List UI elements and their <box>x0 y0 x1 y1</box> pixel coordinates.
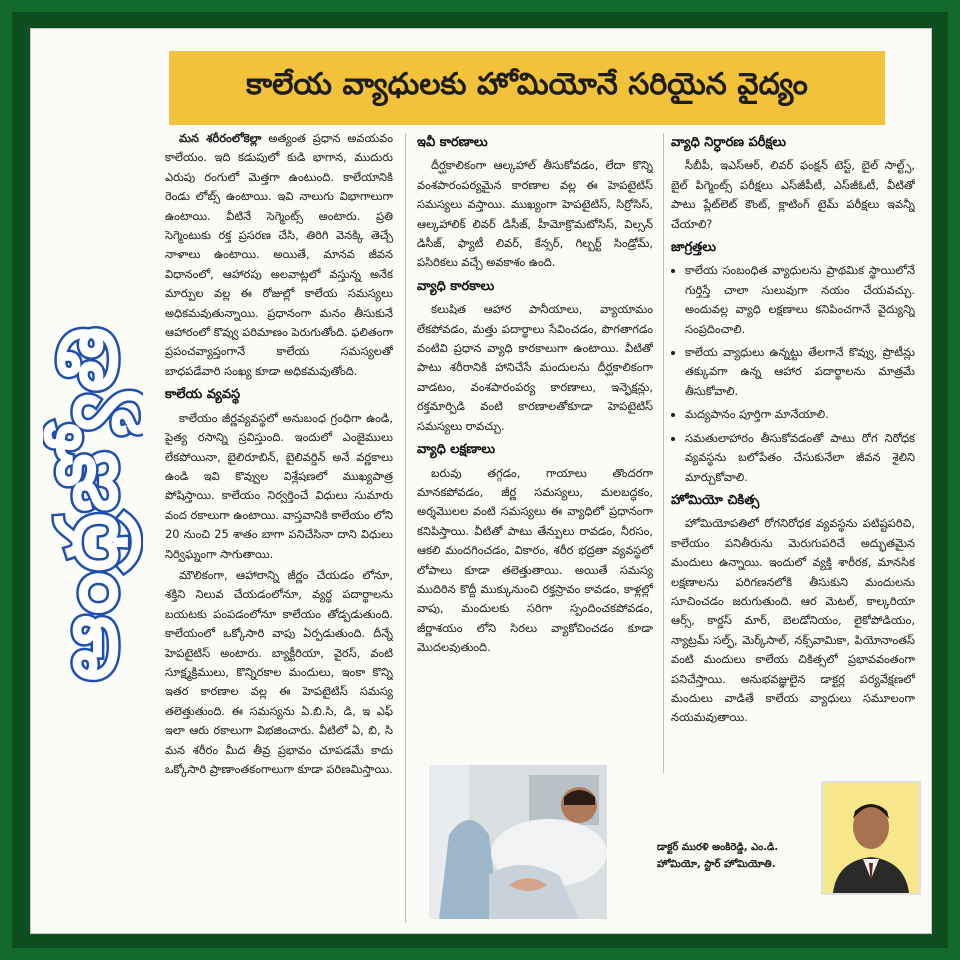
column-3 <box>671 129 915 769</box>
list-item: • కాలేయ సంబంధిత వ్యాధులను ప్రాథమిక స్థాయిలోనే గుర్తిస్తే చాలా సులువుగా నయం చేయవచ్చు. అందువల్ల వ్యాధి లక్షణాలు కనిపించగానే వైద్యున్ని సంప్రదించాలి. <box>685 261 915 339</box>
subhead-disease-factors: వ్యాధి కారకాలు <box>417 278 495 294</box>
list-item: • మద్యపానం పూర్తిగా మానేయాలి. <box>685 405 915 424</box>
doctor-name: డాక్టర్ మురళి అంకిరెడ్డి, ఎం.డి. <box>657 842 779 853</box>
doctor-patient-photo <box>429 765 607 919</box>
newspaper-clipping <box>30 28 932 934</box>
subhead-liver-system: కాలేయ వ్యవస్థ <box>165 387 241 403</box>
paragraph: కాలేయం జీర్ణవ్యవస్థలో అనుబంధ గ్రంధిగా ఉండి, పైత్య రసాన్ని స్రవిస్తుంది. ఇందులో ఎంజైములు లేకపోయినా, బైలిరూబిన్, బైలివర్డిన్ అనే వర్ణకాలు ఉండి ఇవి కొవ్వుల విశ్లేషణలో ముఖ్యపాత్ర పోషిస్తాయి. కాలేయం నిర్వర్తించే విధులు సుమారు వంద రకాలుగా ఉంటాయి. వాస్తవానికి కాలేయం లోని 20 నుంచి 25 శాతం బాగా పనిచేసినా దాని విధులు నిర్విఘ్నంగా సాగుతాయి. <box>165 410 393 561</box>
subhead-precautions: జాగ్రత్తలు <box>671 240 717 256</box>
intro-text: అత్యంత ప్రధాన అవయవం కాలేయం. ఇది కడుపులో కుడి భాగాన, ముదురు ఎరుపు రంగులో మెత్తగా ఉంటుంది. కాలేయానికి రెండు లోబ్స్ ఉంటాయి. ఇవి నాలుగు విభాగాలుగా ఉంటాయి. వీటినే సెగ్మెంట్స్ అంటారు. ప్రతి సెగ్మెంటుకు రక్త ప్రసరణ చేసి, తిరిగి వెనక్కి తెచ్చే నాళాలు ఉంటాయి. అయితే, మానవ జీవన విధానంలో, ఆహారపు అలవాట్లలో వస్తున్న అనేక మార్పుల వల్ల ఈ రోజుల్లో కాలేయ సమస్యలు అధికమవుతున్నాయి. ప్రధానంగా మనం తీసుకునే ఆహారంలో కొవ్వు పరిమాణం పెరుగుతోంది. ఫలితంగా ప్రపంచవ్యాప్తంగానే కాలేయ సమస్యలతో బాధపడేవారి సంఖ్య కూడా అధికమవుతోంది. <box>165 131 393 378</box>
lead-in: మన శరీరంలోకెల్లా <box>179 131 262 145</box>
headline: కాలేయ వ్యాధులకు హోమియోనే సరియైన వైద్యం <box>169 51 885 125</box>
subhead-causes: ఇవీ కారణాలు <box>417 135 488 150</box>
paragraph: సీబీపీ, ఇఎస్ఆర్, లివర్ ఫంక్షన్ టెస్ట్, బైల్ సాల్ట్స్, బైల్ పిగ్మెంట్స్ పరీక్షలు ఎస్‌జీపీటీ, ఎస్‌జీఓటీ, వీటితో పాటు ప్లేట్‌లెట్ కౌంట్, క్లాటింగ్ టైమ్ పరీక్షలు ఇవన్నీ చేయాలి? <box>671 158 915 231</box>
column-1 <box>165 129 393 889</box>
doctor-clinic: హోమియో, స్టార్ హోమియోతి. <box>657 859 776 870</box>
column-divider <box>663 133 664 773</box>
paragraph: బరువు తగ్గడం, గాయాలు తొందరగా మానకపోవడం, జీర్ణ సమస్యలు, మలబద్ధకం, అర్శమొలల వంటి సమస్యలు ఈ వ్యాధిలో ప్రధానంగా కనిపిస్తాయి. వీటితో పాటు తేన్పులు రావడం, నీరసం, ఆకలి మందగించడం, వికారం, శరీర భద్రతా వ్యవస్థలో లోపాలు కూడా తలెత్తుతాయి. అయితే సమస్య ముదిరిన కొద్దీ ముక్కునుంచి రక్తస్రావం కావడం, కాళ్లల్లో వాపు, మందులకు సరిగా స్పందించకపోవడం, జీర్ణాశయం లోని సిరలు వ్యాకోచించడం కూడా మొదలవుతుంది. <box>417 465 653 655</box>
precautions-list <box>671 261 915 486</box>
list-item: • సమతులాహారం తీసుకోవడంతో పాటు రోగ నిరోధక వ్యవస్థను బలోపేతం చేసుకునేలా జీవన శైలిని మార్చుకోవాలి. <box>685 429 915 487</box>
column-2 <box>417 129 653 759</box>
paragraph: కలుషిత ఆహార పానీయాలు, వ్యాయామం లేకపోవడం, మత్తు పదార్థాలు సేవించడం, పొగతాగడం వంటివి ప్రధాన వ్యాధి కారకాలుగా ఉంటాయి. వీటితో పాటు శరీరానికి హానిచేసే మందులను దీర్ఘకాలికంగా వాడటం, వంశపారంపర్య కారణాలు, ఇన్ఫెక్షన్లు, రక్తమార్పిడి వంటి కారణాలతోకూడా హెపటైటిస్ సమస్యలు రావచ్చు. <box>417 302 653 433</box>
masthead-logo <box>43 269 143 739</box>
list-item: • కాలేయ వ్యాధులు ఉన్నట్టు తేలగానే కొవ్వు, ప్రొటీన్లు తక్కువగా ఉన్న ఆహార పదార్థాలను మాత్రమే తీసుకోవాలి. <box>685 343 915 401</box>
doctor-caption <box>657 839 825 873</box>
subhead-symptoms: వ్యాధి లక్షణాలు <box>417 442 496 458</box>
paragraph: దీర్ఘకాలికంగా ఆల్కహాల్ తీసుకోవడం, లేదా కొన్ని వంశపారంపర్యమైన కారణాల వల్ల ఈ హెపటైటిస్ సమస్యలు వస్తాయి. ముఖ్యంగా హెపటైటిస్, సిర్రోసిస్, ఆల్కహాలిక్ లివర్ డిసీజ్, హీమోక్రొమటోసిస్, విల్సన్ డిసీజ్, ఫ్యాటీ లివర్, కేన్సర్, గిల్బర్ట్ సిండ్రోమ్, పసిరికలు వచ్చే అవకాశం ఉంది. <box>417 158 653 270</box>
masthead-text: ఆంధ్రజ్యోతి <box>43 326 136 682</box>
subhead-diagnostic-tests: వ్యాధి నిర్ధారణ పరీక్షలు <box>671 135 787 150</box>
paragraph: మౌలికంగా, ఆహారాన్ని జీర్ణం చేయడం లోనూ, శక్తిని నిలువ చేయడంలోనూ, వ్యర్థ పదార్థాలను బయటకు పంపడంలోనూ కాలేయం తోడ్పడుతుంది. కాలేయంలో ఒక్కోసారి వాపు ఏర్పడుతుంది. దీన్నే హెపటైటిస్ అంటారు. బ్యాక్టీరియా, వైరస్, వంటి సూక్ష్మక్రిములు, కొన్నిరకాల మందులు, ఇంకా కొన్ని ఇతర కారణాల వల్ల ఈ హెపటైటిస్ సమస్య తలెత్తుతుంది. ఈ సమస్యను ఏ.బి.సి, డి, ఇ ఎఫ్ ఇలా ఆరు రకాలుగా విభజించారు. వీటిలో ఏ, బి, సి మన శరీరం మీద తీవ్ర ప్రభావం చూపడమే కాదు ఒక్కోసారి ప్రాణాంతకంగాలుగా కూడా పరిణమిస్తాయి. <box>165 567 393 776</box>
intro-paragraph <box>165 129 393 381</box>
column-divider <box>405 133 406 923</box>
subhead-homeo-treatment: హోమియో చికిత్స <box>671 492 760 508</box>
doctor-portrait <box>821 781 921 895</box>
paragraph: హోమియోపతిలో రోగనిరోధక వ్యవస్థను పటిష్టపరిచి, కాలేయం పనితీరును మెరుగుపరిచే అద్భుతమైన మందులు ఉన్నాయి. ఇందులో వ్యక్తి శారీరక, మానసిక లక్షణాలను పరిగణనలోకి తీసుకుని మందులను సూచించడం జరుగుతుంది. ఆర మెటల్, కాల్కరియా ఆర్స్, కార్డస్ మార్, బెలడోనియం, లైకోపోడియం, న్యాట్రమ్ సల్ఫ్, మెర్క్‌సాల్, నక్స్‌వామికా, పియోనాంతస్ వంటి మందులు కాలేయ చికిత్సలో ప్రభావవంతంగా పనిచేస్తాయి. అనుభవజ్ఞులైన డాక్టర్ల పర్యవేక్షణలో మందులు వాడితే కాలేయ వ్యాధులు సమూలంగా నయమవుతాయి. <box>671 516 915 725</box>
